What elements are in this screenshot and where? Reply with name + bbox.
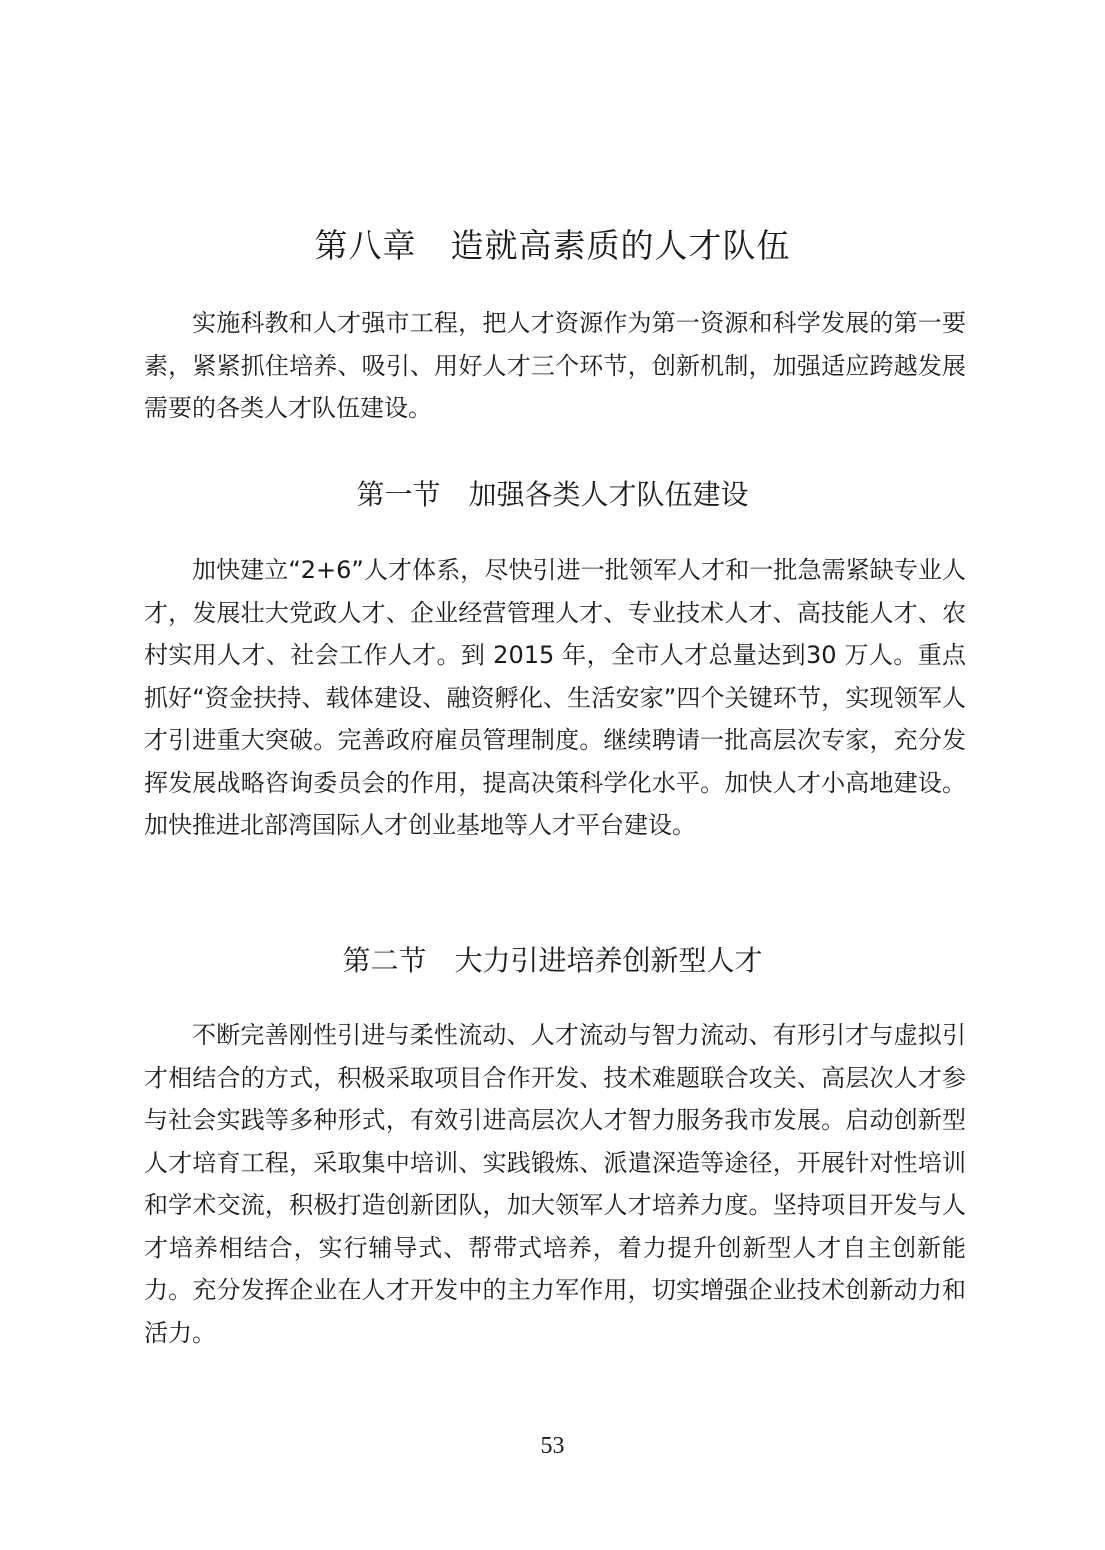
section-2-title: 第二节 大力引进培养创新型人才 [342, 944, 763, 977]
section-1-paragraph: 加快建立“2+6”人才体系，尽快引进一批领军人才和一批急需紧缺专业人才，发展壮大党政人才、企业经营管理人才、专业技术人才、高技能人才、农村实用人才、社会工作人才。到 2015 年，全市人才总量达到30 万人。重点抓好“资金扶持、载体建设、融资孵化、生活安家”四个关键环节，实现领军人才引进重大突破。完善政府雇员管理制度。继续聘请一批高层次专家，充分发挥发展战略咨询委员会的作用，提高决策科学化水平。加快人才小高地建设。加快推进北部湾国际人才创业基地等人才平台建设。 [144, 556, 966, 839]
section-1-title: 第一节 加强各类人才队伍建设 [356, 478, 749, 511]
chapter-intro-paragraph: 实施科教和人才强市工程，把人才资源作为第一资源和科学发展的第一要素，紧紧抓住培养、吸引、用好人才三个环节，创新机制，加强适应跨越发展需要的各类人才队伍建设。 [144, 309, 966, 422]
page-number: 53 [540, 1433, 565, 1459]
chapter-title: 第八章 造就高素质的人才队伍 [314, 226, 791, 265]
section-2-paragraph: 不断完善刚性引进与柔性流动、人才流动与智力流动、有形引才与虚拟引才相结合的方式，积极采取项目合作开发、技术难题联合攻关、高层次人才参与社会实践等多种形式，有效引进高层次人才智力服务我市发展。启动创新型人才培育工程，采取集中培训、实践锻炼、派遣深造等途径，开展针对性培训和学术交流，积极打造创新团队，加大领军人才培养力度。坚持项目开发与人才培养相结合，实行辅导式、帮带式培养，着力提升创新型人才自主创新能力。充分发挥企业在人才开发中的主力军作用，切实增强企业技术创新动力和活力。 [144, 1021, 966, 1347]
